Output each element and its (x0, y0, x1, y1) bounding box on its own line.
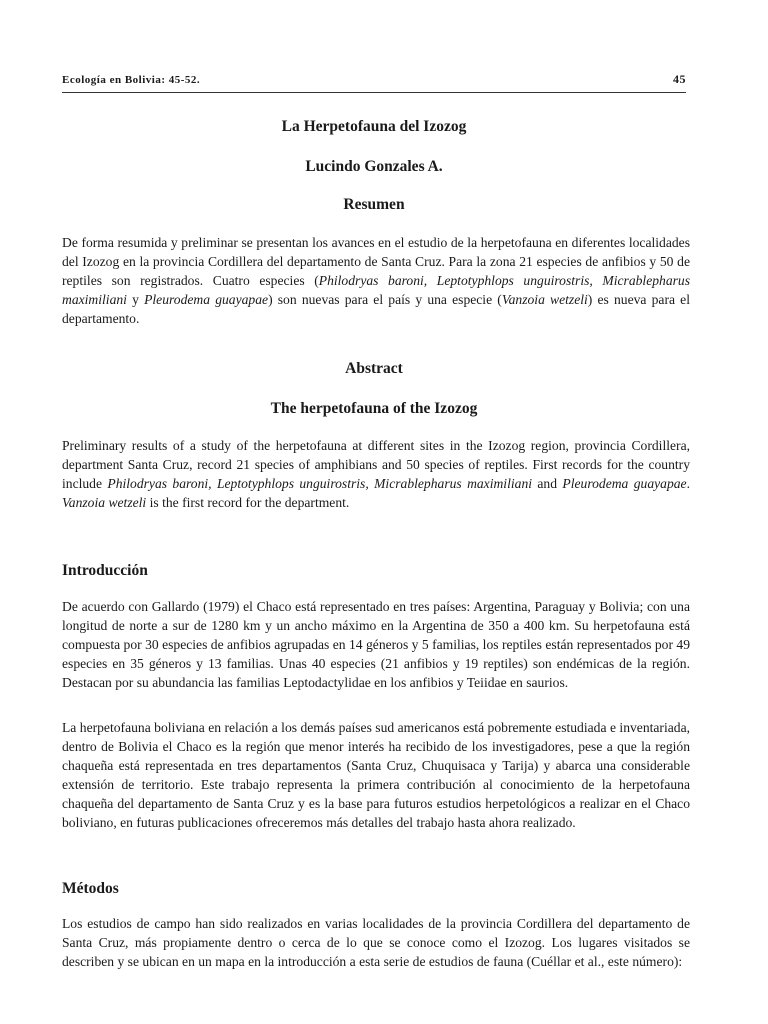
section-heading-introduccion: Introducción (62, 562, 148, 579)
paper-title: La Herpetofauna del Izozog (281, 118, 467, 135)
running-head (62, 70, 686, 88)
species-italic: Pleurodema guayapae (144, 292, 269, 307)
page-number: 45 (673, 72, 686, 86)
species-italic: Philodryas baroni, Leptotyphlops unguirostris, Micrablepharus maximiliani (62, 273, 690, 307)
abstract-text: Preliminary results of a study of the herpetofauna at different sites in the Izozog region, provincia Cordillera, department Santa Cruz, record 21 species of amphibians and 50 species of reptiles. First records for the country include Philodryas baroni, Leptotyphlops unguirostris, Micrablepharus maximiliani and Pleurodema guayapae. Vanzoia wetzeli is the first record for the department. (62, 438, 690, 510)
introduccion-paragraph-2: La herpetofauna boliviana en relación a los demás países sud americanos está pobremente estudiada e inventariada, dentro de Bolivia el Chaco es la región que menor interés ha recibido de los investigadores, pese a que la región chaqueña está representada en tres departamentos (Santa Cruz, Chuquisaca y Tarija) y abarca una considerable extensión de territorio. Este trabajo representa la primera contribución al conocimiento de la herpetofauna chaqueña del departamento de Santa Cruz y es la base para futuros estudios herpetológicos a realizar en el Chaco boliviano, en futuras publicaciones ofreceremos más detalles del trabajo hasta ahora realizado. (62, 720, 690, 830)
journal-citation: Ecología en Bolivia: 45-52. (62, 74, 201, 86)
abstract-heading: Abstract (345, 360, 403, 377)
author-name: Lucindo Gonzales A. (305, 158, 443, 175)
species-italic: Vanzoia wetzeli (501, 292, 588, 307)
metodos-paragraph-1: Los estudios de campo han sido realizados en varias localidades de la provincia Cordillera del departamento de Santa Cruz, más propiamente dentro o cerca de lo que se conoce como el Izozog. Los lugares visitados se describen y se ubican en un mapa en la introducción a esta serie de estudios de fauna (Cuéllar et al., este número): (62, 916, 690, 969)
section-heading-metodos: Métodos (62, 880, 119, 897)
abstract-subtitle: The herpetofauna of the Izozog (270, 400, 478, 417)
species-italic: Vanzoia wetzeli (62, 495, 147, 510)
resumen-text: De forma resumida y preliminar se presentan los avances en el estudio de la herpetofauna en diferentes localidades del Izozog en la provincia Cordillera del departamento de Santa Cruz. Para la zona 21 especies de anfibios y 50 de reptiles son registrados. Cuatro especies (Philodryas baroni, Leptotyphlops unguirostris, Micrablepharus maximiliani y Pleurodema guayapae) son nuevas para el país y una especie (Vanzoia wetzeli) es nueva para el departamento. (62, 235, 690, 326)
resumen-heading: Resumen (343, 196, 405, 213)
introduccion-paragraph-1: De acuerdo con Gallardo (1979) el Chaco está representado en tres países: Argentina, Paraguay y Bolivia; con una longitud de norte a sur de 1280 km y un ancho máximo en la Argentina de 350 a 400 km. Su herpetofauna está compuesta por 30 especies de anfibios agrupadas en 14 géneros y 5 familias, los reptiles están representados por 49 especies en 35 géneros y 13 familias. Unas 40 especies (21 anfibios y 19 reptiles) son endémicas de la región. Destacan por su abundancia las familias Leptodactylidae en los anfibios y Teiidae en saurios. (62, 599, 690, 690)
header-rule (62, 92, 686, 93)
species-italic: Pleurodema guayapae (562, 476, 687, 491)
species-italic: Philodryas baroni, Leptotyphlops unguirostris, Micrablepharus maximiliani (107, 476, 533, 491)
